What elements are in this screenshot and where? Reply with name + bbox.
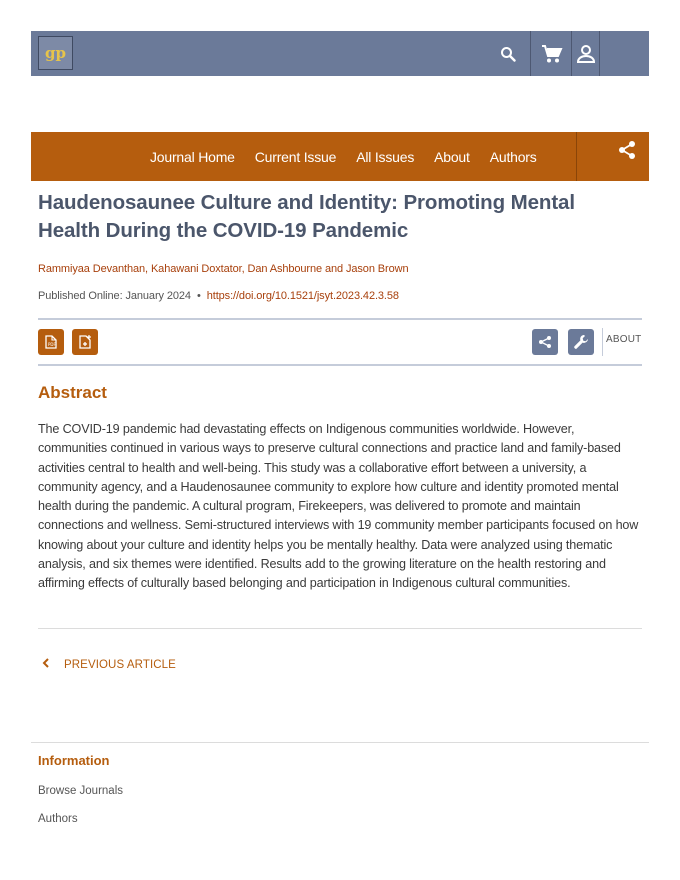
add-document-icon[interactable] — [72, 329, 98, 355]
header-divider — [530, 31, 531, 76]
site-logo[interactable] — [38, 36, 73, 70]
article-title: Haudenosaunee Culture and Identity: Promoting Mental Health During the COVID-19 Pandemic — [38, 191, 575, 242]
published-date: Published Online: January 2024 — [38, 290, 191, 302]
publication-info — [38, 290, 399, 302]
nav-current-issue[interactable]: Current Issue — [254, 148, 337, 165]
footer-heading: Information — [38, 753, 110, 768]
footer-divider — [31, 742, 649, 743]
journal-nav — [31, 132, 649, 181]
nav-divider — [576, 132, 577, 181]
nav-about[interactable]: About — [434, 148, 470, 165]
svg-text:PDF: PDF — [48, 342, 56, 347]
chevron-left-icon — [42, 658, 50, 671]
user-icon[interactable] — [573, 31, 599, 76]
cart-icon[interactable] — [538, 31, 566, 76]
toolbar-divider — [602, 328, 603, 356]
article-authors[interactable]: Rammiyaa Devanthan, Kahawani Doxtator, Dan Ashbourne and Jason Brown — [38, 263, 409, 275]
logo-text: gp — [45, 44, 66, 62]
share-icon[interactable] — [532, 329, 558, 355]
share-icon[interactable] — [617, 140, 639, 162]
abstract-heading: Abstract — [38, 383, 107, 402]
nav-all-issues[interactable]: All Issues — [356, 148, 415, 165]
separator-dot: • — [196, 290, 201, 302]
previous-article-link[interactable] — [42, 658, 176, 671]
previous-article-label: PREVIOUS ARTICLE — [64, 658, 176, 671]
nav-journal-home[interactable]: Journal Home — [150, 148, 235, 165]
pdf-icon[interactable] — [38, 329, 64, 355]
abstract-text: The COVID-19 pandemic had devastating effects on Indigenous communities worldwide. However, communities continued in various ways to preserve cultural connections and practice land and family-based activities central to health and well-being. This study was a collaborative effort between a university, a community agency, and a Haudenosaunee community to explore how culture and identity promoted mental health during the pandemic. A cultural program, Firekeepers, was delivered to promote and maintain connections and wellness. Semi-structured interviews with 19 community member participants focused on how knowing about your culture and identity helps you be mentally healthy. Data were analyzed using thematic analysis, and six themes were identified. Results add to the growing literature on the health restoring and affirming effects of culturally based belonging and participation in Indigenous cultural communities. — [38, 422, 639, 591]
search-icon[interactable] — [495, 31, 521, 76]
divider — [38, 628, 642, 629]
doi-link[interactable]: https://doi.org/10.1521/jsyt.2023.42.3.58 — [206, 290, 399, 302]
tools-icon[interactable] — [568, 329, 594, 355]
footer-link-browse-journals[interactable]: Browse Journals — [38, 785, 124, 797]
nav-authors[interactable]: Authors — [489, 148, 537, 165]
article-toolbar — [38, 318, 642, 366]
site-header — [31, 31, 649, 76]
header-divider — [599, 31, 600, 76]
about-button[interactable]: ABOUT — [606, 334, 642, 345]
nav-links — [150, 132, 537, 181]
header-divider — [571, 31, 572, 76]
footer-link-authors[interactable]: Authors — [38, 813, 78, 825]
